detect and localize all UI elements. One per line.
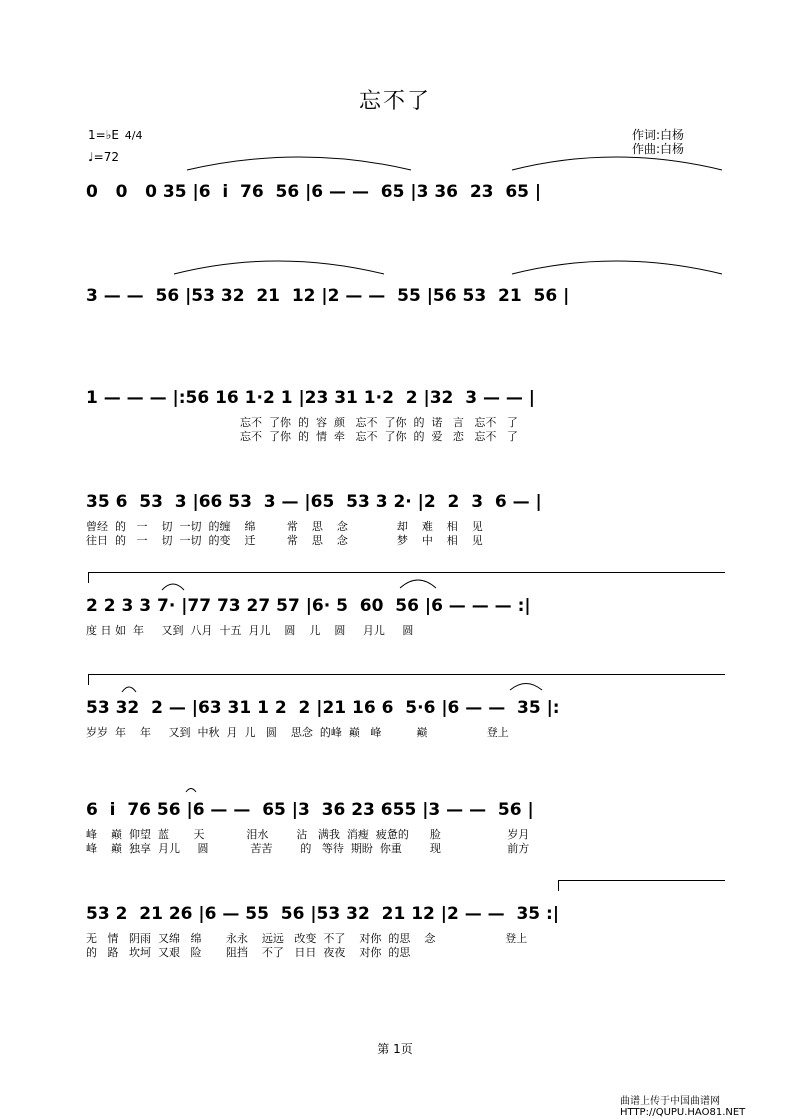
lyrics-verse-2: 峰 巅 独享 月儿 圆 苦苦 的 等待 期盼 你重 现 前方 (86, 842, 530, 855)
lyrics-verse-1: 峰 巅 仰望 蓝 天 泪水 沾 满我 消瘦 疲惫的 脸 岁月 (86, 828, 530, 841)
score-row-2 (0, 286, 790, 386)
tie-arc (160, 580, 186, 592)
notes-line: 0 0 0 35 |6 i 76 56 |6 — — 65 |3 36 23 65 | (86, 182, 542, 202)
lyrics-verse-2: 的 路 坎坷 又艰 险 阻挡 不了 日日 夜夜 对你 的思 (86, 946, 411, 959)
song-title: 忘不了 (358, 89, 431, 114)
notes-line: 6 i 76 56 |6 — — 65 |3 36 23 655 |3 — — 56 | (86, 800, 534, 820)
notes-line: 53 32 2 — |63 31 1 2 2 |21 16 6 5·6 |6 — — 35 |: (86, 698, 560, 718)
tie-arc (398, 576, 438, 590)
time-signature: 4/4 (124, 129, 143, 142)
composer-credit: 作曲:白杨 (632, 142, 685, 156)
volta-bracket-1 (558, 880, 725, 891)
slur-arc (185, 152, 415, 172)
score-row-6 (0, 698, 790, 798)
slur-arc (510, 256, 725, 276)
lyrics-verse-2: 往日 的 一 切 一切 的变 迁 常 思 念 梦 中 相 见 (86, 534, 483, 547)
lyrics-verse-1: 岁岁 年 年 又到 中秋 月 儿 圆 思念 的峰 巅 峰 巅 登上 (86, 726, 509, 739)
lyrics-verse-1: 忘不 了你 的 容 颜 忘不 了你 的 诺 言 忘不 了 (240, 416, 518, 429)
tie-arc (184, 786, 198, 794)
footer-line-1: 曲谱上传于中国曲谱网 (620, 1096, 720, 1107)
lyricist-credit: 作词:白杨 (632, 128, 685, 142)
notes-line: 3 — — 56 |53 32 21 12 |2 — — 55 |56 53 21 56 | (86, 286, 570, 306)
notes-line: 35 6 53 3 |66 53 3 — |65 53 3 2· |2 2 3 6 — | (86, 492, 542, 512)
tie-arc (120, 684, 138, 694)
key-signature (88, 128, 142, 142)
footer-line-2: HTTP://QUPU.HAO81.NET (620, 1107, 746, 1118)
slur-arc (510, 152, 725, 172)
key-label: 1=♭E (88, 128, 119, 142)
lyrics-verse-1: 无 情 阴雨 又绵 绵 永永 远远 改变 不了 对你 的思 念 登上 (86, 932, 528, 945)
page-number: 第 1页 (377, 1042, 413, 1056)
score-row-8 (0, 904, 790, 1004)
lyrics-verse-1: 度 日 如 年 又到 八月 十五 月儿 圆 儿 圆 月儿 圆 (86, 624, 414, 637)
tempo-mark: ♩=72 (88, 150, 119, 164)
notes-line: 2 2 3 3 7· |77 73 27 57 |6· 5 60 56 |6 — — — :| (86, 596, 531, 616)
site-footer (620, 1096, 745, 1118)
lyrics-verse-1: 曾经 的 一 切 一切 的缠 绵 常 思 念 却 难 相 见 (86, 520, 483, 533)
notes-line: 53 2 21 26 |6 — 55 56 |53 32 21 12 |2 — — 35 :| (86, 904, 560, 924)
tie-arc (508, 680, 544, 692)
volta-bracket-2 (88, 674, 725, 685)
notes-line: 1 — — — |:56 16 1·2 1 |23 31 1·2 2 |32 3 — — | (86, 388, 535, 408)
lyrics-verse-2: 忘不 了你 的 情 牵 忘不 了你 的 爱 恋 忘不 了 (240, 430, 518, 443)
slur-arc (172, 256, 387, 276)
score-row-3 (0, 388, 790, 488)
